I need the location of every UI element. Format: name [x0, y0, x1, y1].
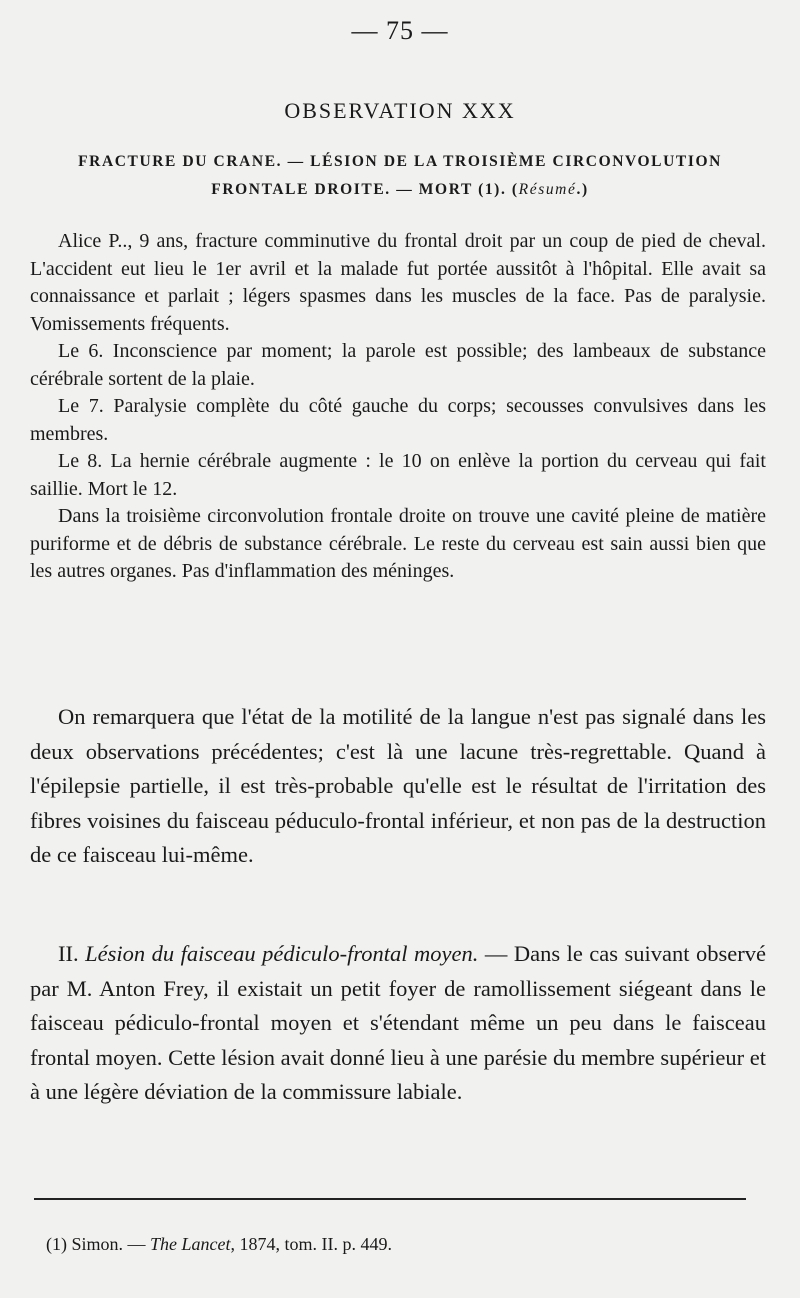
footnote-rest: , 1874, tom. II. p. 449. [230, 1234, 393, 1254]
observation-paragraph: Dans la troisième circonvolution frontale droite on trouve une cavité pleine de matière puriforme et de débris de substance cérébrale. Le reste du cerveau est sain aussi bien que les autres organes. Pas d'inflammation des méninges. [30, 505, 766, 582]
subtitle-resume: Résumé [518, 181, 577, 198]
observation-paragraph: Le 8. La hernie cérébrale augmente : le 10 on enlève la portion du cerveau qui fait saillie. Mort le 12. [30, 450, 766, 500]
observation-body [30, 228, 766, 586]
observation-paragraph: Alice P.., 9 ans, fracture comminutive du frontal droit par un coup de pied de cheval. L'accident eut lieu le 1er avril et la malade fut portée aussitôt à l'hôpital. Elle avait sa connaissance et parlait ; légers spasmes dans les muscles de la face. Pas de paralysie. Vomissements fréquents. [30, 230, 766, 335]
observation-paragraph: Le 7. Paralysie complète du côté gauche du corps; secousses convulsives dans les membres. [30, 395, 766, 445]
subtitle-main: FRONTALE DROITE. — MORT (1). ( [211, 181, 519, 198]
subtitle-line-2 [30, 176, 770, 204]
observation-title: OBSERVATION XXX [284, 98, 516, 123]
observation-paragraph: Le 6. Inconscience par moment; la parole est possible; des lambeaux de substance cérébrale sortent de la plaie. [30, 340, 766, 390]
footnote-divider [34, 1198, 746, 1200]
footnote-journal: The Lancet [150, 1234, 231, 1254]
footnote [46, 1234, 766, 1255]
section-heading: Lésion du faisceau pédiculo-frontal moyen. [85, 941, 479, 966]
section-number: II. [58, 941, 79, 966]
subtitle-close: .) [576, 181, 589, 198]
subtitle-line-1: FRACTURE DU CRANE. — LÉSION DE LA TROISIÈME CIRCONVOLUTION [78, 153, 722, 170]
page-number: — 75 — [351, 16, 449, 45]
commentary-paragraph: On remarquera que l'état de la motilité de la langue n'est pas signalé dans les deux observations précédentes; c'est là une lacune très-regrettable. Quand à l'épilepsie partielle, il est très-probable qu'elle est le résultat de l'irritation des fibres voisines du faisceau péduculo-frontal inférieur, et non pas de la destruction de ce faisceau lui-même. [30, 704, 766, 867]
section-text: — Dans le cas suivant observé par M. Anton Frey, il existait un petit foyer de ramollissement siégeant dans le faisceau pédiculo-frontal moyen et s'étendant même un peu dans le faisceau frontal moyen. Cette lésion avait donné lieu à une parésie du membre supérieur et à une légère déviation de la commissure labiale. [30, 941, 766, 1104]
section-block [30, 937, 766, 1110]
observation-subtitle [30, 148, 770, 204]
section-paragraph [30, 937, 766, 1110]
footnote-prefix: (1) Simon. — [46, 1234, 151, 1254]
commentary-block [30, 700, 766, 873]
